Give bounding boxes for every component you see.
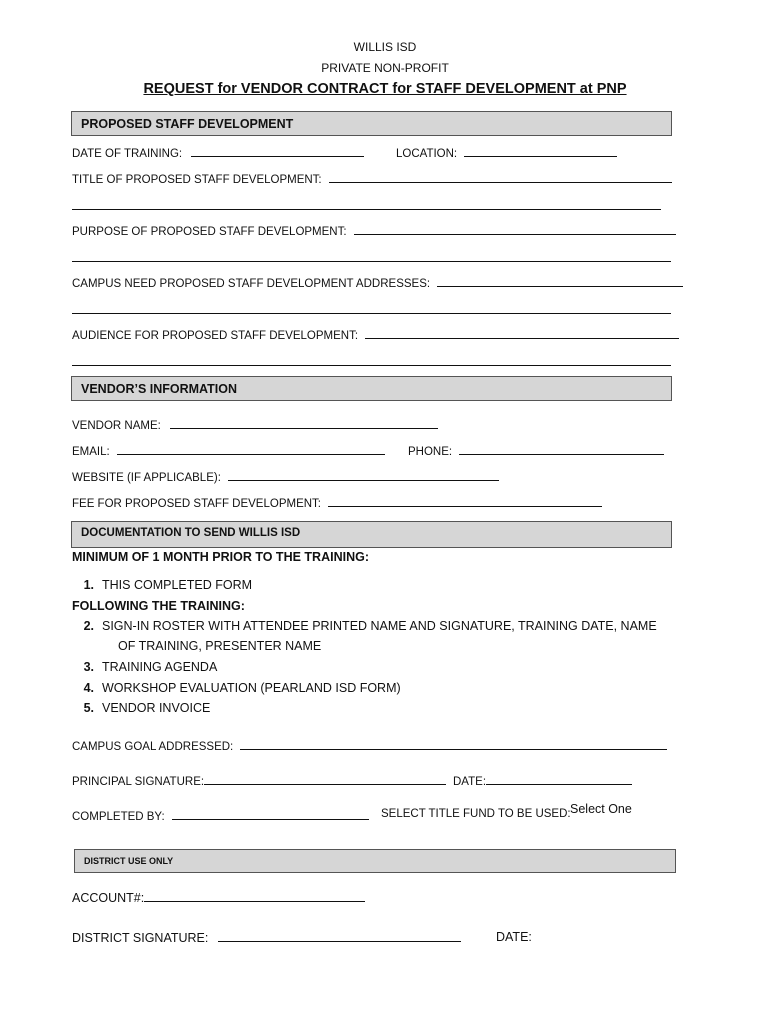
district-signature-field[interactable]: DISTRICT SIGNATURE: [72,930,461,945]
section-heading-documentation: DOCUMENTATION TO SEND WILLIS ISD [71,521,672,548]
audience-continuation-line[interactable] [72,365,671,366]
account-field[interactable]: ACCOUNT#: [72,890,365,905]
list-item: 3. TRAINING AGENDA [83,660,218,674]
list-item: 2. SIGN-IN ROSTER WITH ATTENDEE PRINTED NAME AND SIGNATURE, TRAINING DATE, NAME [83,619,657,633]
list-item: 1. THIS COMPLETED FORM [83,578,253,592]
district-name: WILLIS ISD [353,40,417,54]
website-field[interactable]: WEBSITE (IF APPLICABLE): [72,469,499,484]
campus-need-field[interactable]: CAMPUS NEED PROPOSED STAFF DEVELOPMENT ADDRESSES: [72,275,683,290]
principal-signature-field[interactable]: PRINCIPAL SIGNATURE: [72,773,446,788]
section-heading-staff-development: PROPOSED STAFF DEVELOPMENT [71,111,672,136]
following-training-heading: FOLLOWING THE TRAINING: [72,599,245,613]
principal-date-field[interactable]: DATE: [453,773,632,788]
title-continuation-line[interactable] [72,209,661,210]
title-fund-label: SELECT TITLE FUND TO BE USED: [381,808,571,820]
section-heading-vendor-info: VENDOR’S INFORMATION [71,376,672,401]
list-item: 4. WORKSHOP EVALUATION (PEARLAND ISD FORM) [83,681,401,695]
list-item: 5. VENDOR INVOICE [83,701,211,715]
vendor-name-field[interactable]: VENDOR NAME: [72,417,438,432]
district-date-field[interactable]: DATE: [496,930,532,944]
minimum-notice: MINIMUM OF 1 MONTH PRIOR TO THE TRAINING: [72,550,369,564]
fee-field[interactable]: FEE FOR PROPOSED STAFF DEVELOPMENT: [72,495,602,510]
purpose-field[interactable]: PURPOSE OF PROPOSED STAFF DEVELOPMENT: [72,223,676,238]
list-item-continuation: OF TRAINING, PRESENTER NAME [118,639,322,653]
location-field[interactable]: LOCATION: [396,145,617,160]
purpose-continuation-line[interactable] [72,261,671,262]
phone-field[interactable]: PHONE: [408,443,664,458]
form-title: REQUEST for VENDOR CONTRACT for STAFF DEVELOPMENT at PNP [143,81,627,97]
org-type: PRIVATE NON-PROFIT [321,61,449,75]
title-field[interactable]: TITLE OF PROPOSED STAFF DEVELOPMENT: [72,171,672,186]
section-heading-district-use: DISTRICT USE ONLY [74,849,676,873]
email-field[interactable]: EMAIL: [72,443,385,458]
completed-by-field[interactable]: COMPLETED BY: [72,808,369,823]
campus-need-continuation-line[interactable] [72,313,671,314]
title-fund-select[interactable]: Select One [570,802,632,816]
audience-field[interactable]: AUDIENCE FOR PROPOSED STAFF DEVELOPMENT: [72,327,679,342]
campus-goal-field[interactable]: CAMPUS GOAL ADDRESSED: [72,738,667,753]
date-of-training-field[interactable]: DATE OF TRAINING: [72,145,364,160]
